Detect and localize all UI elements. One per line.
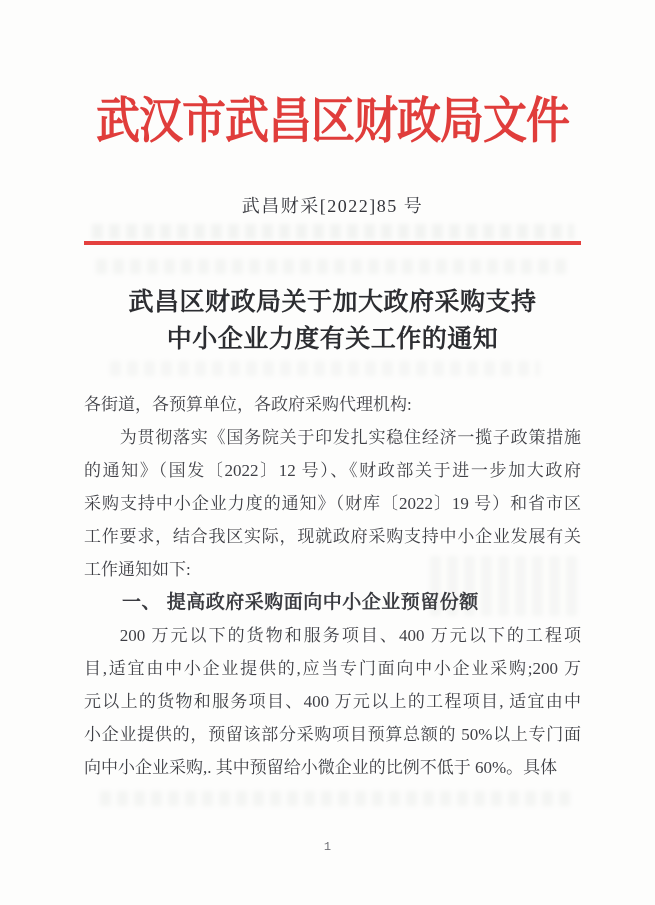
body-line: 采购支持中小企业力度的通知》（财库〔2022〕19 号）和省市区: [84, 494, 581, 513]
bleed-through-artifact: [96, 259, 566, 274]
document-title-line-1: 武昌区财政局关于加大政府采购支持: [128, 289, 537, 316]
bleed-through-artifact: [92, 224, 574, 239]
body-line: 向中小企业采购,. 其中预留给小微企业的比例不低于 60%。具体: [84, 758, 558, 777]
bleed-through-artifact: [110, 361, 540, 376]
body-line: 元以上的货物和服务项目、400 万元以上的工程项目, 适宜由中: [84, 692, 581, 711]
body-line: 的通知》（国发〔2022〕12 号）、《财政部关于进一步加大政府: [84, 461, 581, 480]
body-line: 工作要求，结合我区实际，现就政府采购支持中小企业发展有关: [84, 527, 581, 546]
body-text: [84, 388, 581, 784]
body-line: 工作通知如下:: [84, 560, 191, 579]
letterhead-title: 武汉市武昌区财政局文件: [96, 94, 569, 149]
section-heading: 一、 提高政府采购面向中小企业预留份额: [122, 592, 479, 613]
document-title: [84, 284, 581, 358]
body-line: 为贯彻落实《国务院关于印发扎实稳住经济一揽子政策措施: [119, 428, 581, 447]
document-number: 武昌财采[2022]85 号: [241, 196, 424, 216]
red-divider-line: [84, 241, 581, 245]
body-line: 200 万元以下的货物和服务项目、400 万元以下的工程项: [119, 626, 581, 645]
body-line: 目,适宜由中小企业提供的,应当专门面向中小企业采购;200 万: [84, 659, 581, 678]
document-title-line-2: 中小企业力度有关工作的通知: [166, 326, 499, 353]
page-number: 1: [323, 840, 332, 854]
body-line: 小企业提供的，预留该部分采购项目预算总额的 50%以上专门面: [84, 725, 581, 744]
bleed-through-artifact: [100, 791, 570, 806]
salutation-line: 各街道，各预算单位，各政府采购代理机构:: [84, 395, 412, 414]
